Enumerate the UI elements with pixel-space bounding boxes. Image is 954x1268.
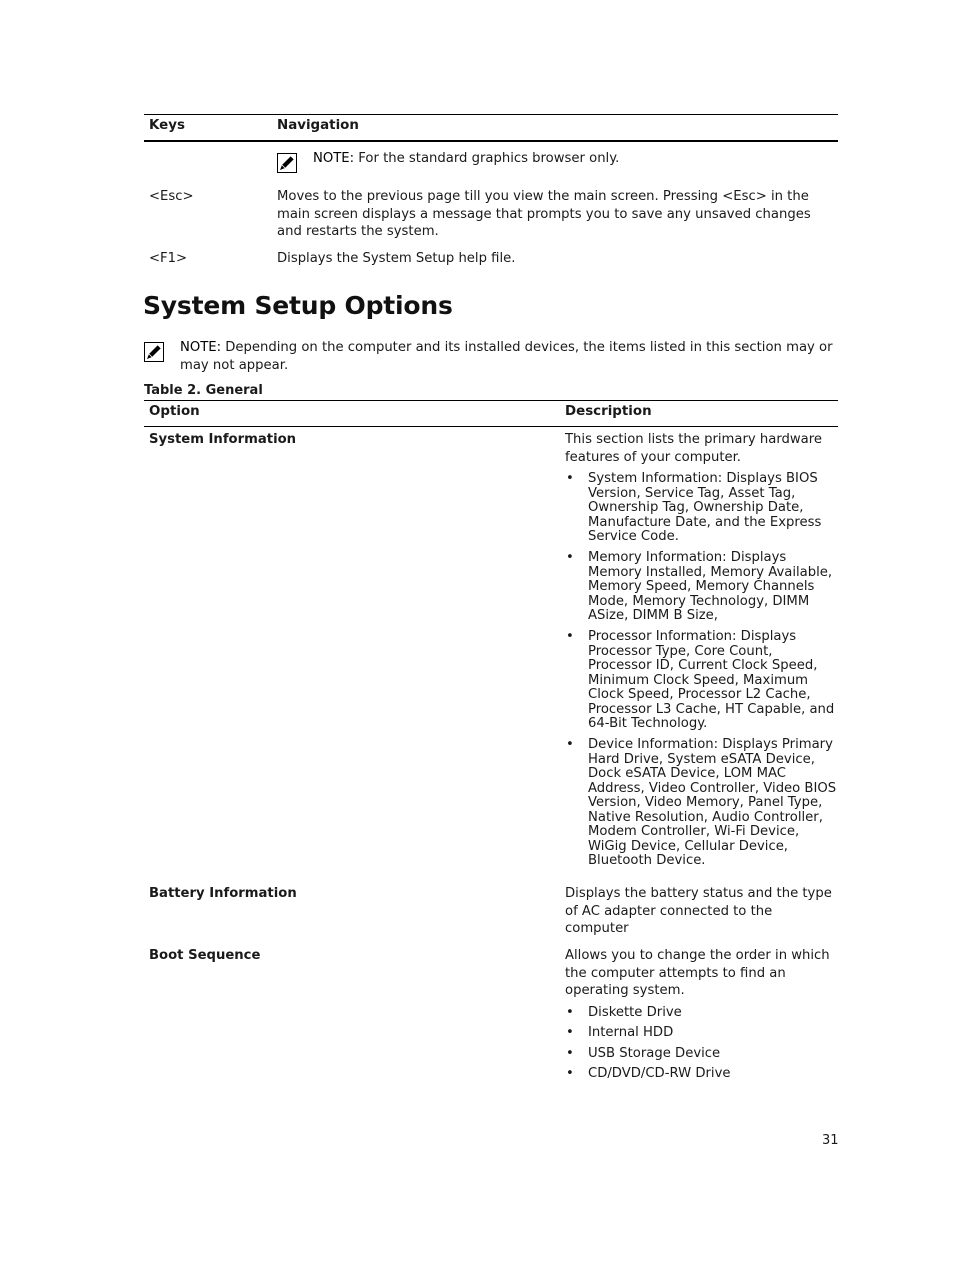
general-table-top-rule	[144, 400, 838, 401]
description-text: This section lists the primary hardware features of your computer.	[565, 432, 823, 465]
option-system-information: System Information	[149, 432, 297, 447]
key-esc: <Esc>	[149, 189, 194, 204]
section-note	[180, 339, 838, 374]
battery-information-description: Displays the battery status and the type of AC adapter connected to the computer	[565, 886, 832, 936]
table-caption: Table 2. General	[144, 383, 263, 398]
list-item: • Diskette Drive	[565, 1005, 837, 1020]
general-table-header-rule	[144, 426, 838, 427]
list-item: • Memory Information: Displays Memory Installed, Memory Available, Memory Speed, Memory Channels Mode, Memory Technology, DIMM ASize, DIMM B Size,	[565, 551, 837, 624]
list-item: • Processor Information: Displays Processor Type, Core Count, Processor ID, Current Clock Speed, Minimum Clock Speed, Maximum Clock Speed, Processor L2 Cache, Processor L3 Cache, HT Capable, and 64-Bit Technology.	[565, 630, 837, 732]
boot-sequence-list	[565, 1005, 837, 1082]
boot-sequence-description	[565, 947, 837, 1087]
page-number: 31	[822, 1133, 839, 1148]
description-text: Allows you to change the order in which the computer attempts to find an operating system.	[565, 948, 830, 998]
header-option: Option	[149, 404, 200, 419]
section-title: System Setup Options	[143, 291, 453, 320]
option-battery-information: Battery Information	[149, 886, 297, 901]
system-information-description	[565, 431, 837, 875]
section-note-label: NOTE:	[180, 340, 222, 355]
note-icon	[144, 342, 164, 366]
header-description: Description	[565, 404, 652, 419]
note-label: NOTE:	[313, 151, 355, 166]
list-item: • Device Information: Displays Primary Hard Drive, System eSATA Device, Dock eSATA Device, LOM MAC Address, Video Controller, Video BIOS Version, Video Memory, Panel Type, Native Resolution, Audio Controller, Modem Controller, Wi-Fi Device, WiGig Device, Cellular Device, Bluetooth Device.	[565, 738, 837, 869]
table-top-rule	[144, 114, 838, 115]
list-item: • System Information: Displays BIOS Version, Service Tag, Asset Tag, Ownership Tag, Ownership Date, Manufacture Date, and the Express Service Code.	[565, 472, 837, 545]
list-item: • CD/DVD/CD-RW Drive	[565, 1066, 837, 1081]
table-header-rule	[144, 140, 838, 142]
key-f1: <F1>	[149, 251, 188, 266]
list-item: • Internal HDD	[565, 1025, 837, 1040]
list-item: • USB Storage Device	[565, 1046, 837, 1061]
option-boot-sequence: Boot Sequence	[149, 948, 261, 963]
note-text: For the standard graphics browser only.	[354, 151, 620, 166]
note-icon	[277, 153, 297, 177]
header-navigation: Navigation	[277, 118, 359, 133]
system-information-list	[565, 472, 837, 869]
header-keys: Keys	[149, 118, 185, 133]
key-esc-description: Moves to the previous page till you view the main screen. Pressing <Esc> in the main screen displays a message that prompts you to save any unsaved changes and restarts the system.	[277, 189, 811, 239]
graphics-note	[313, 150, 619, 168]
section-note-text: Depending on the computer and its installed devices, the items listed in this section may or may not appear.	[180, 340, 833, 373]
key-f1-description: Displays the System Setup help file.	[277, 251, 516, 266]
